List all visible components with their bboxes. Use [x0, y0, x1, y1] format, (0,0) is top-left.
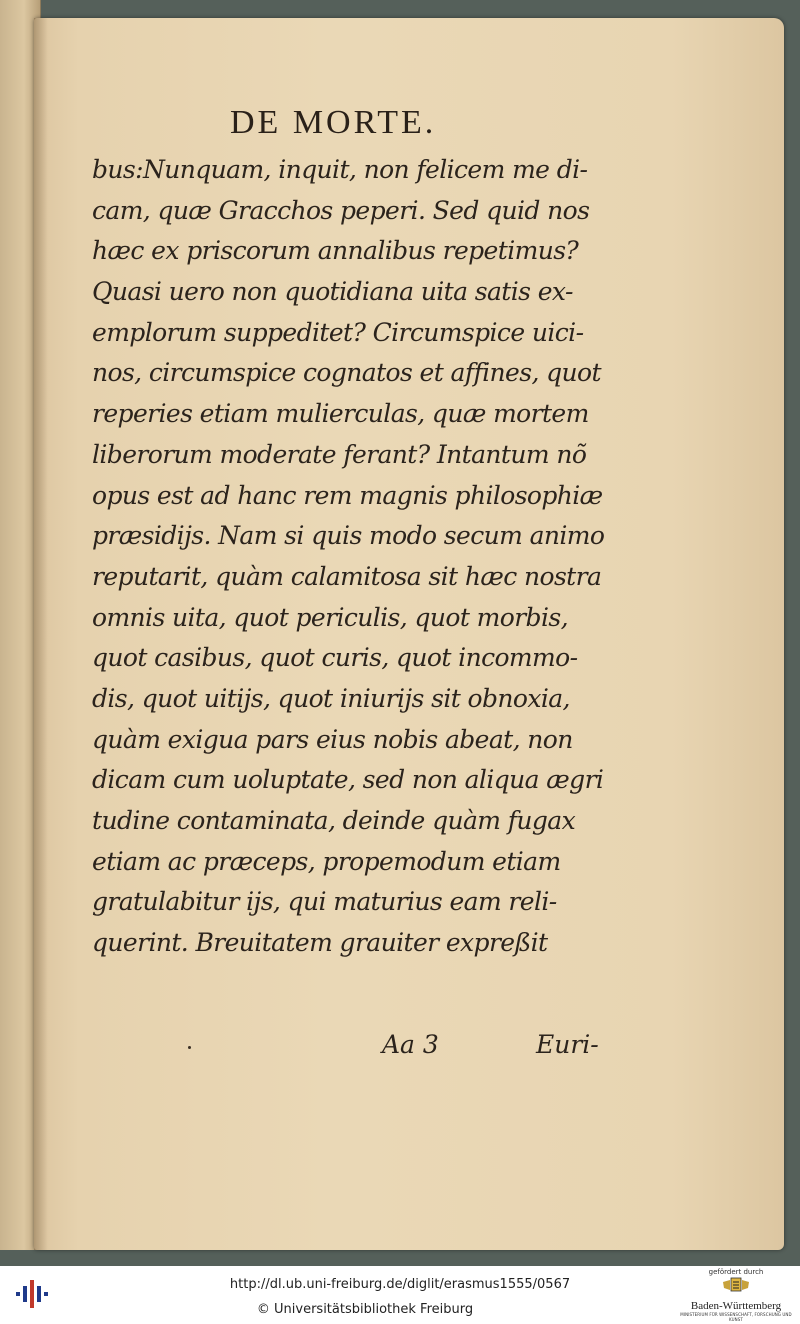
ink-speck [188, 1046, 191, 1049]
text-line: emplorum suppeditet? Circumspice uici- [92, 317, 584, 347]
text-line: dis, quot uitijs, quot iniurijs sit obnoxia, [92, 683, 570, 713]
text-line: cam, quæ Gracchos peperi. Sed quid nos [92, 195, 590, 225]
running-header: DE MORTE. [230, 104, 437, 141]
sponsor-name: Baden-Württemberg [690, 1300, 782, 1312]
gutter-shadow [34, 18, 48, 1250]
text-line: opus est ad hanc rem magnis philosophiæ [92, 480, 603, 510]
sponsor-label: gefördert durch [708, 1268, 764, 1276]
text-line: reperies etiam mulierculas, quæ mortem [92, 399, 589, 429]
text-line: bus:Nunquam, inquit, non felicem me di- [92, 155, 588, 184]
text-line: hæc ex priscorum annalibus repetimus? [92, 236, 579, 266]
sponsor-block [676, 1266, 796, 1324]
footer-bar [0, 1266, 800, 1324]
coat-of-arms-icon [721, 1276, 751, 1294]
text-line: liberorum moderate ferant? Intantum nõ [92, 439, 587, 469]
signature-mark: Aa 3 [382, 1030, 439, 1059]
document-url-link[interactable]: http://dl.ub.uni-freiburg.de/diglit/erasmus1555/0567 [229, 1277, 571, 1292]
text-line: præsidijs. Nam si quis modo secum animo [92, 521, 605, 551]
body-text [92, 150, 622, 964]
text-line: quot casibus, quot curis, quot incommo- [92, 643, 578, 673]
text-line: dicam cum uoluptate, sed non aliqua ægri [92, 765, 604, 795]
text-line: gratulabitur ijs, qui maturius eam reli- [92, 887, 557, 917]
text-line: querint. Breuitatem grauiter expreßit [92, 928, 548, 958]
text-line: quàm exigua pars eius nobis abeat, non [92, 724, 573, 754]
text-line: tudine contaminata, deinde quàm fugax [92, 806, 576, 835]
catchword: Euri- [536, 1030, 599, 1059]
sponsor-ministry: MINISTERIUM FÜR WISSENSCHAFT, FORSCHUNG UND KUNST [680, 1312, 792, 1322]
text-line: Quasi uero non quotidiana uita satis ex- [92, 277, 573, 307]
copyright-text: © Universitätsbibliothek Freiburg [256, 1302, 474, 1317]
text-line: reputarit, quàm calamitosa sit hæc nostra [92, 561, 602, 591]
text-line: nos, circumspice cognatos et affines, quot [92, 358, 601, 388]
text-line: omnis uita, quot periculis, quot morbis, [92, 602, 568, 632]
text-line: etiam ac præceps, propemodum etiam [92, 846, 561, 876]
